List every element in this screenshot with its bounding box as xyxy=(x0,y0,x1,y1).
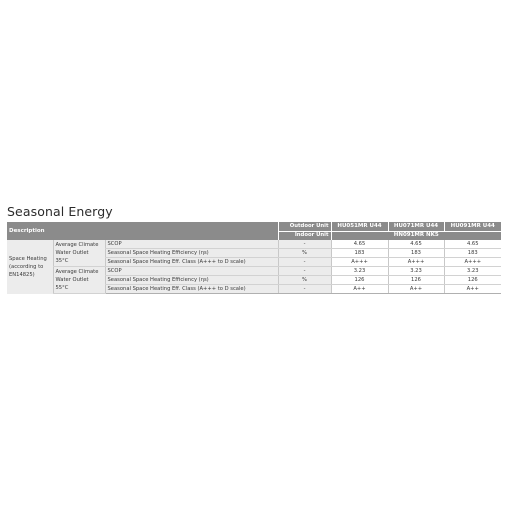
item-label: Seasonal Space Heating Eff. Class (A+++ to D scale) xyxy=(105,285,278,294)
group-label: Average Climate Water Outlet 55°C xyxy=(53,267,105,294)
outdoor-model-1: HU051MR U44 xyxy=(331,222,388,231)
item-label: Seasonal Space Heating Eff. Class (A+++ to D scale) xyxy=(105,258,278,267)
value-cell: A++ xyxy=(444,285,501,294)
value-cell: 126 xyxy=(331,276,388,285)
table-row xyxy=(7,240,501,249)
unit-cell: % xyxy=(278,276,331,285)
value-cell: 3.23 xyxy=(388,267,444,276)
description-header: Description xyxy=(7,222,278,240)
header-row-outdoor xyxy=(7,222,501,231)
group-label: Average Climate Water Outlet 35°C xyxy=(53,240,105,267)
value-cell: 183 xyxy=(331,249,388,258)
page-title: Seasonal Energy xyxy=(7,204,113,219)
unit-cell: - xyxy=(278,285,331,294)
value-cell: A++ xyxy=(331,285,388,294)
value-cell: 3.23 xyxy=(444,267,501,276)
unit-cell: % xyxy=(278,249,331,258)
value-cell: A+++ xyxy=(388,258,444,267)
category-label: Space Heating (according to EN14825) xyxy=(7,240,53,294)
indoor-unit-label: Indoor Unit xyxy=(278,231,331,240)
outdoor-unit-label: Outdoor Unit xyxy=(278,222,331,231)
item-label: SCOP xyxy=(105,240,278,249)
unit-cell: - xyxy=(278,258,331,267)
outdoor-model-3: HU091MR U44 xyxy=(444,222,501,231)
item-label: Seasonal Space Heating Efficiency (ηs) xyxy=(105,249,278,258)
table-row xyxy=(7,267,501,276)
unit-cell: - xyxy=(278,240,331,249)
value-cell: 183 xyxy=(444,249,501,258)
indoor-model: HN091MR NK5 xyxy=(393,232,439,239)
value-cell: 126 xyxy=(388,276,444,285)
value-cell: 4.65 xyxy=(444,240,501,249)
item-label: SCOP xyxy=(105,267,278,276)
value-cell: 126 xyxy=(444,276,501,285)
value-cell: A++ xyxy=(388,285,444,294)
value-cell: A+++ xyxy=(444,258,501,267)
seasonal-energy-table xyxy=(7,222,501,294)
value-cell: A+++ xyxy=(331,258,388,267)
value-cell: 4.65 xyxy=(331,240,388,249)
outdoor-model-2: HU071MR U44 xyxy=(388,222,444,231)
unit-cell: - xyxy=(278,267,331,276)
value-cell: 3.23 xyxy=(331,267,388,276)
value-cell: 183 xyxy=(388,249,444,258)
value-cell: 4.65 xyxy=(388,240,444,249)
item-label: Seasonal Space Heating Efficiency (ηs) xyxy=(105,276,278,285)
